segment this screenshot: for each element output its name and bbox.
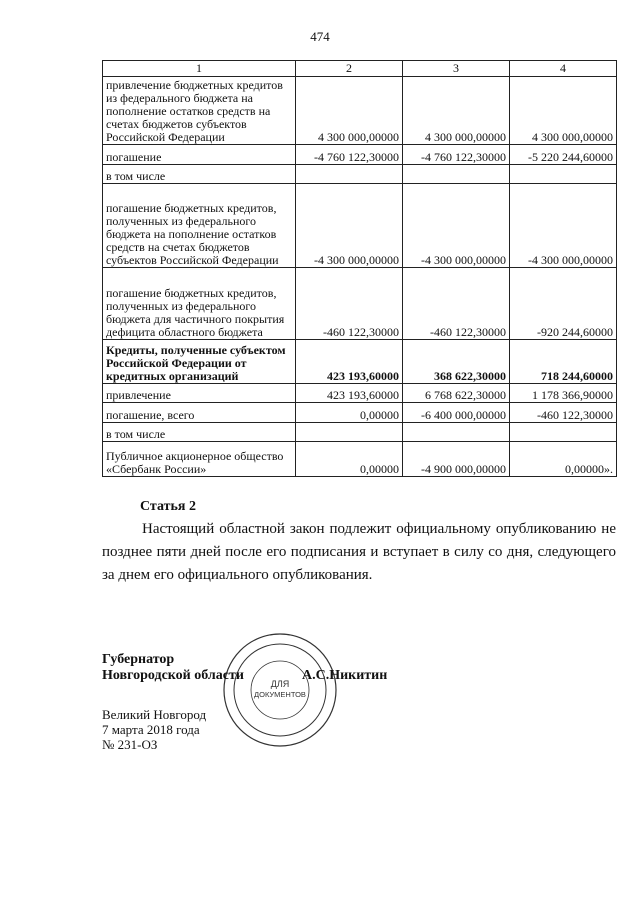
value-cell (403, 423, 510, 442)
governor-title (102, 652, 244, 684)
value-cell: -4 760 122,30000 (403, 145, 510, 165)
value-cell: 0,00000 (296, 403, 403, 423)
row-label: привлечение бюджетных кредитов из федерального бюджета на пополнение остатков средств на счетах бюджетов субъектов Российской Федерации (103, 77, 296, 145)
header-cell: 4 (510, 61, 617, 77)
value-cell: -4 760 122,30000 (296, 145, 403, 165)
value-cell: -460 122,30000 (296, 268, 403, 340)
value-cell (296, 423, 403, 442)
table-row (103, 442, 617, 477)
value-cell (403, 165, 510, 184)
governor-name: А.С.Никитин (302, 668, 388, 683)
row-label: в том числе (103, 165, 296, 184)
table-row (103, 340, 617, 384)
table-row (103, 165, 617, 184)
row-label: Кредиты, полученные субъектом Российской Федерации от кредитных организаций (103, 340, 296, 384)
value-cell: 4 300 000,00000 (510, 77, 617, 145)
header-cell: 1 (103, 61, 296, 77)
row-label: в том числе (103, 423, 296, 442)
table-row (103, 403, 617, 423)
row-label: погашение бюджетных кредитов, полученных из федерального бюджета для частичного покрытия дефицита областного бюджета (103, 268, 296, 340)
value-cell: 718 244,60000 (510, 340, 617, 384)
value-cell: -460 122,30000 (510, 403, 617, 423)
value-cell: -5 220 244,60000 (510, 145, 617, 165)
article-text: Настоящий областной закон подлежит официальному опубликованию не позднее пяти дней после его подписания и вступает в силу со дня, следующего за днем его официального опубликования. (102, 521, 616, 583)
header-cell: 2 (296, 61, 403, 77)
table-header-row (103, 61, 617, 77)
table-row (103, 384, 617, 403)
value-cell (296, 165, 403, 184)
date: 7 марта 2018 года (102, 722, 200, 737)
budget-table (102, 60, 617, 477)
article-title: Статья 2 (140, 499, 196, 514)
value-cell: -4 300 000,00000 (296, 184, 403, 268)
value-cell: 6 768 622,30000 (403, 384, 510, 403)
value-cell: 0,00000». (510, 442, 617, 477)
stamp-text-line1: ДЛЯ (270, 679, 290, 689)
table-row (103, 77, 617, 145)
governor-title-line2: Новгородской области (102, 668, 244, 683)
value-cell: -4 900 000,00000 (403, 442, 510, 477)
value-cell (510, 165, 617, 184)
page-number: 474 (310, 29, 330, 44)
place-date-block (102, 707, 206, 752)
row-label: погашение бюджетных кредитов, полученных из федерального бюджета на пополнение остатков средств на счетах бюджетов субъектов Российской Федерации (103, 184, 296, 268)
governor-title-line1: Губернатор (102, 652, 175, 667)
table-row (103, 268, 617, 340)
row-label: Публичное акционерное общество «Сбербанк России» (103, 442, 296, 477)
value-cell: 0,00000 (296, 442, 403, 477)
table-row (103, 184, 617, 268)
city: Великий Новгород (102, 707, 207, 722)
stamp-text-line2: ДОКУМЕНТОВ (254, 690, 306, 699)
value-cell: -6 400 000,00000 (403, 403, 510, 423)
value-cell: -4 300 000,00000 (403, 184, 510, 268)
value-cell: -920 244,60000 (510, 268, 617, 340)
header-cell: 3 (403, 61, 510, 77)
value-cell: 4 300 000,00000 (296, 77, 403, 145)
law-number: № 231-ОЗ (102, 737, 158, 752)
row-label: погашение, всего (103, 403, 296, 423)
row-label: привлечение (103, 384, 296, 403)
table-row (103, 423, 617, 442)
value-cell: 423 193,60000 (296, 340, 403, 384)
value-cell: -460 122,30000 (403, 268, 510, 340)
value-cell: 423 193,60000 (296, 384, 403, 403)
value-cell: 4 300 000,00000 (403, 77, 510, 145)
table-row (103, 145, 617, 165)
value-cell: -4 300 000,00000 (510, 184, 617, 268)
official-stamp (220, 630, 340, 750)
value-cell: 1 178 366,90000 (510, 384, 617, 403)
value-cell: 368 622,30000 (403, 340, 510, 384)
row-label: погашение (103, 145, 296, 165)
value-cell (510, 423, 617, 442)
